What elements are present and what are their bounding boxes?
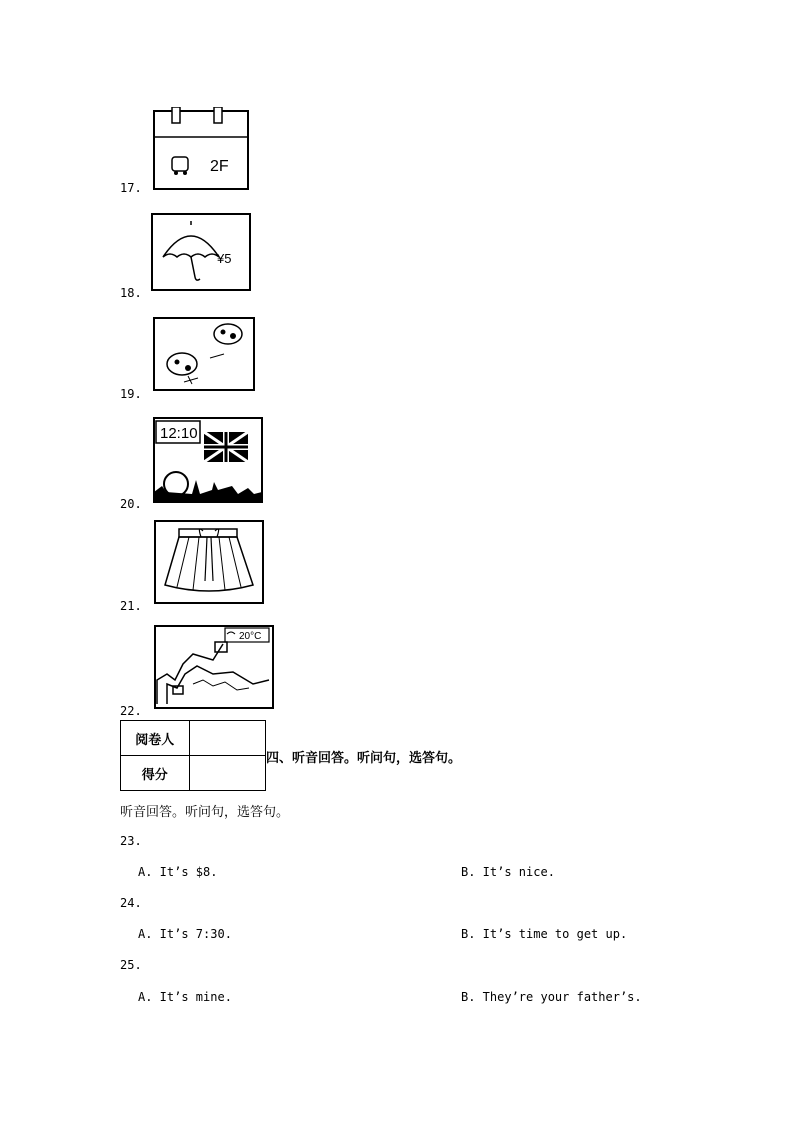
question-number-18: 18. [120, 286, 142, 300]
calendar-text: 2F [210, 158, 229, 175]
umbrella-icon [151, 211, 253, 293]
london-clock-icon [152, 416, 264, 504]
question-number-17: 17. [120, 181, 142, 195]
score-field[interactable] [189, 756, 265, 791]
question-number-19: 19. [120, 387, 142, 401]
score-label: 得分 [121, 756, 190, 791]
reviewer-field[interactable] [189, 721, 265, 756]
option-a-25[interactable]: A. It’s mine. [138, 990, 232, 1004]
reviewer-label: 阅卷人 [121, 721, 190, 756]
question-number-25: 25. [120, 958, 142, 972]
great-wall-icon [153, 624, 275, 710]
clock-text: 12:10 [160, 425, 198, 442]
option-b-24[interactable]: B. It’s time to get up. [461, 927, 628, 941]
temperature-text: 20°C [239, 631, 262, 642]
price-text: ¥5 [217, 251, 232, 266]
question-number-20: 20. [120, 497, 142, 511]
cows-icon [152, 316, 256, 392]
calendar-icon [152, 107, 252, 191]
option-b-25[interactable]: B. They’re your father’s. [461, 990, 642, 1004]
section-title: 四、听音回答。听问句，选答句。 [266, 751, 462, 766]
question-number-24: 24. [120, 896, 142, 910]
skirt-icon [153, 519, 265, 605]
option-a-24[interactable]: A. It’s 7:30. [138, 927, 232, 941]
question-number-23: 23. [120, 834, 142, 848]
option-a-23[interactable]: A. It’s $8. [138, 865, 218, 879]
section-instruction: 听音回答。听问句，选答句。 [120, 805, 290, 820]
question-number-21: 21. [120, 599, 142, 613]
question-number-22: 22. [120, 704, 142, 718]
option-b-23[interactable]: B. It’s nice. [461, 865, 555, 879]
score-table [120, 720, 266, 791]
